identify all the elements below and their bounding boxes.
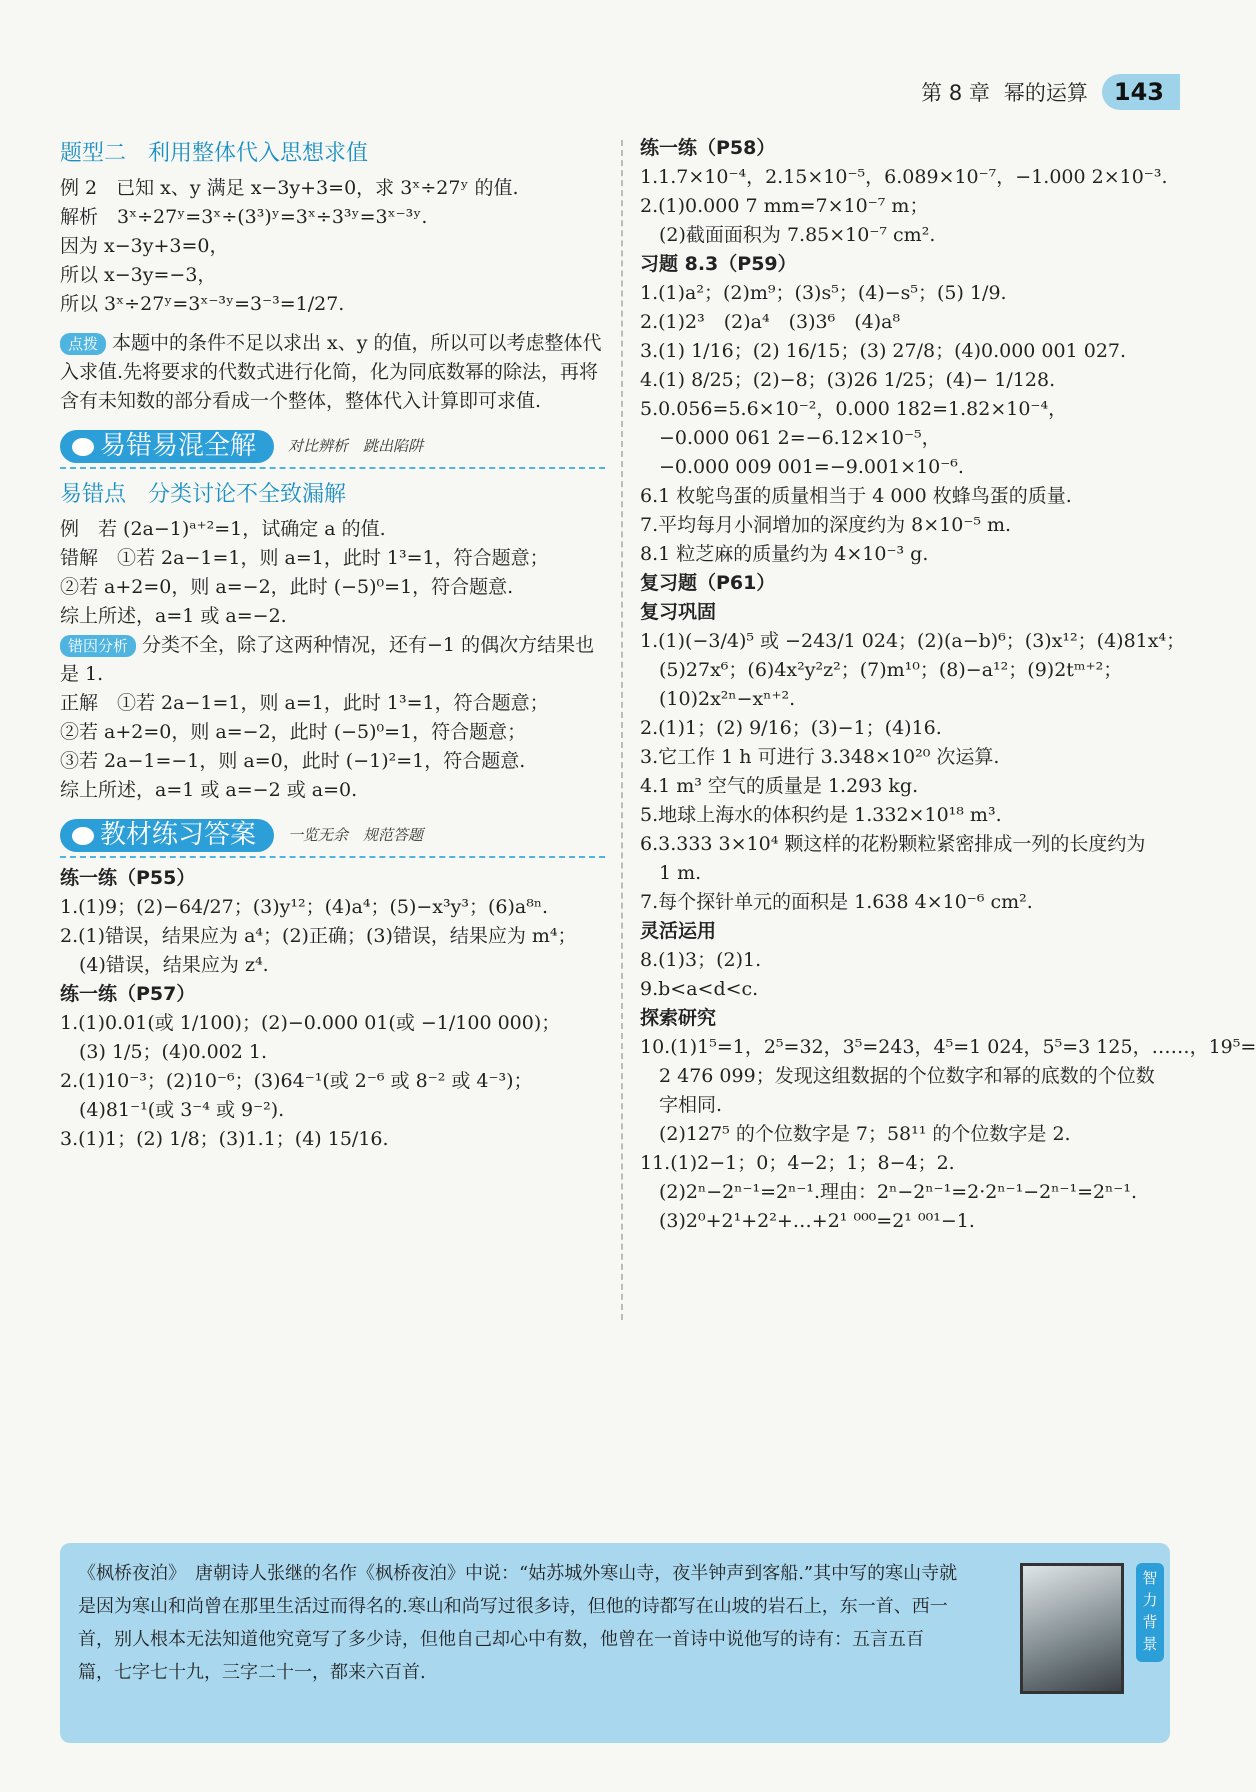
error-line: 错解 ①若 2a−1=1，则 a=1，此时 1³=1，符合题意； (60, 547, 549, 569)
answer-line: 8.1 粒芝麻的质量约为 4×10⁻³ g. (640, 543, 929, 565)
answer-line: 2.(1)2³ (2)a⁴ (3)3⁶ (4)a⁸ (640, 311, 901, 333)
page-header (921, 70, 1180, 114)
p58-heading: 练一练（P58） (640, 137, 776, 159)
answer-line: (5)27x⁶；(6)4x²y²z²；(7)m¹⁰；(8)−a¹²；(9)2tᵐ⁺²； (640, 659, 1123, 681)
answer-line: 7.平均每月小洞增加的深度约为 8×10⁻⁵ m. (640, 514, 1012, 536)
error-line: 综上所述，a=1 或 a=−2. (60, 605, 287, 627)
review-subheading: 复习巩固 (640, 601, 717, 623)
answer-line: 1.(1)a²；(2)m⁹；(3)s⁵；(4)−s⁵；(5) 1/9. (640, 282, 1007, 304)
answer-line: −0.000 061 2=−6.12×10⁻⁵， (640, 427, 941, 449)
column-divider (621, 140, 623, 1320)
footer-text: 《枫桥夜泊》 唐朝诗人张继的名作《枫桥夜泊》中说：“姑苏城外寒山寺，夜半钟声到客船.”其中写的寒山寺就是因为寒山和尚曾在那里生活过而得名的.寒山和尚写过很多诗，但他的诗都写在山坡的岩石上，东一首、西一首，别人根本无法知道他究竟写了多少诗，但他自己却心中有数，他曾在一首诗中说他写的诗有：五言五百篇，七字七十九，三字二十一，都来六百首. (78, 1563, 958, 1683)
answer-line: 5.地球上海水的体积约是 1.332×10¹⁸ m³. (640, 804, 1002, 826)
chapter-label: 第 8 章 (921, 81, 990, 105)
example2-line: 所以 x−3y=−3， (60, 264, 217, 286)
answer-line: (10)2x²ⁿ−xⁿ⁺². (640, 688, 796, 710)
example2-line: 所以 3ˣ÷27ʸ=3ˣ⁻³ʸ=3⁻³=1/27. (60, 293, 345, 315)
answer-line: 字相同. (640, 1094, 723, 1116)
answer-line: (2)2ⁿ−2ⁿ⁻¹=2ⁿ⁻¹.理由：2ⁿ−2ⁿ⁻¹=2·2ⁿ⁻¹−2ⁿ⁻¹=2ⁿ⁻¹. (640, 1181, 1137, 1203)
answer-line: 1.(1)9；(2)−64/27；(3)y¹²；(4)a⁴；(5)−x³y³；(6)a⁸ⁿ. (60, 896, 549, 918)
tip-text: 本题中的条件不足以求出 x、y 的值，所以可以考虑整体代入求值.先将要求的代数式进行化简，化为同底数幂的除法，再将含有未知数的部分看成一个整体，整体代入计算即可求值. (60, 332, 602, 412)
answer-line: 1 m. (640, 862, 702, 884)
answer-line: (3) 1/5；(4)0.002 1. (60, 1041, 268, 1063)
answer-line: 9.b<a<d<c. (640, 978, 759, 1000)
left-column (60, 134, 605, 1154)
answer-line: (3)2⁰+2¹+2²+…+2¹ ⁰⁰⁰=2¹ ⁰⁰¹−1. (640, 1210, 975, 1232)
example2-line: 例 2 已知 x、y 满足 x−3y+3=0，求 3ˣ÷27ʸ 的值. (60, 177, 519, 199)
analysis-text: 分类不全，除了这两种情况，还有−1 的偶次方结果也是 1. (60, 634, 595, 685)
answer-line: 1.(1)0.01(或 1/100)；(2)−0.000 01(或 −1/100 000)； (60, 1012, 561, 1034)
answer-line: 7.每个探针单元的面积是 1.638 4×10⁻⁶ cm². (640, 891, 1033, 913)
answer-line: 6.1 枚鸵鸟蛋的质量相当于 4 000 枚蜂鸟蛋的质量. (640, 485, 1072, 507)
exercise-8-3-heading: 习题 8.3（P59） (640, 253, 797, 275)
error-analysis (60, 631, 605, 689)
megaphone-icon (72, 438, 94, 456)
review-subheading: 灵活运用 (640, 920, 717, 942)
answer-line: 10.(1)1⁵=1，2⁵=32，3⁵=243，4⁵=1 024，5⁵=3 125，……，19⁵= (640, 1036, 1256, 1058)
answer-line: 1.(1)(−3/4)⁵ 或 −243/1 024；(2)(a−b)⁶；(3)x¹²；(4)81x⁴； (640, 630, 1186, 652)
answer-line: 4.(1) 8/25；(2)−8；(3)26 1/25；(4)− 1/128. (640, 369, 1056, 391)
answer-line: 2 476 099；发现这组数据的个位数字和幂的底数的个位数 (640, 1065, 1155, 1087)
megaphone-icon (72, 827, 94, 845)
band-title: 教材练习答案 (60, 819, 274, 852)
p55-heading: 练一练（P55） (60, 867, 196, 889)
correct-line: 正解 ①若 2a−1=1，则 a=1，此时 1³=1，符合题意； (60, 692, 549, 714)
example2-line: 解析 3ˣ÷27ʸ=3ˣ÷(3³)ʸ=3ˣ÷3³ʸ=3ˣ⁻³ʸ. (60, 206, 428, 228)
chapter-title: 幂的运算 (1003, 81, 1088, 105)
answer-line: 6.3.333 3×10⁴ 颗这样的花粉颗粒紧密排成一列的长度约为 (640, 833, 1146, 855)
error-line: 例 若 (2a−1)ᵃ⁺²=1，试确定 a 的值. (60, 518, 386, 540)
review-heading: 复习题（P61） (640, 572, 776, 594)
tip-paragraph (60, 329, 605, 416)
band-title: 易错易混全解 (60, 430, 274, 463)
answer-line: (4)错误，结果应为 z⁴. (60, 954, 269, 976)
answer-line: 4.1 m³ 空气的质量是 1.293 kg. (640, 775, 919, 797)
answer-line: 2.(1)10⁻³；(2)10⁻⁶；(3)64⁻¹(或 2⁻⁶ 或 8⁻² 或 4⁻³)； (60, 1070, 533, 1092)
band-subtitle: 一览无余 规范答题 (288, 826, 424, 844)
background-knowledge-box (60, 1543, 1170, 1743)
answer-line: (4)81⁻¹(或 3⁻⁴ 或 9⁻²). (60, 1099, 285, 1121)
error-point-title: 易错点 分类讨论不全致漏解 (60, 482, 347, 507)
error-line: ②若 a+2=0，则 a=−2，此时 (−5)⁰=1，符合题意. (60, 576, 514, 598)
p57-heading: 练一练（P57） (60, 983, 196, 1005)
section-band-errors (60, 430, 605, 469)
answer-line: 2.(1)错误，结果应为 a⁴；(2)正确；(3)错误，结果应为 m⁴； (60, 925, 577, 947)
correct-line: ②若 a+2=0，则 a=−2，此时 (−5)⁰=1，符合题意； (60, 721, 527, 743)
answer-line: 5.0.056=5.6×10⁻²，0.000 182=1.82×10⁻⁴， (640, 398, 1068, 420)
analysis-tag: 错因分析 (60, 635, 136, 657)
answer-line: (2)截面面积为 7.85×10⁻⁷ cm². (640, 224, 936, 246)
temple-landscape-image (1020, 1563, 1124, 1694)
correct-line: 综上所述，a=1 或 a=−2 或 a=0. (60, 779, 358, 801)
example2-line: 因为 x−3y+3=0， (60, 235, 229, 257)
answer-line: 2.(1)1；(2) 9/16；(3)−1；(4)16. (640, 717, 942, 739)
answer-line: 11.(1)2−1；0；4−2；1；8−4；2. (640, 1152, 955, 1174)
review-subheading: 探索研究 (640, 1007, 717, 1029)
band-subtitle: 对比辨析 跳出陷阱 (288, 437, 424, 455)
answer-line: (2)127⁵ 的个位数字是 7；58¹¹ 的个位数字是 2. (640, 1123, 1071, 1145)
page-number: 143 (1102, 74, 1180, 110)
correct-line: ③若 2a−1=−1，则 a=0，此时 (−1)²=1，符合题意. (60, 750, 526, 772)
right-column (640, 134, 1256, 1236)
answer-line: −0.000 009 001=−9.001×10⁻⁶. (640, 456, 964, 478)
answer-line: 3.(1) 1/16；(2) 16/15；(3) 27/8；(4)0.000 001 027. (640, 340, 1127, 362)
answer-line: 8.(1)3；(2)1. (640, 949, 762, 971)
answer-line: 3.(1)1；(2) 1/8；(3)1.1；(4) 15/16. (60, 1128, 389, 1150)
answer-line: 2.(1)0.000 7 mm=7×10⁻⁷ m； (640, 195, 929, 217)
footer-side-tag: 智力背景 (1136, 1563, 1164, 1662)
section-title-type2: 题型二 利用整体代入思想求值 (60, 141, 369, 166)
section-band-answers (60, 819, 605, 858)
answer-line: 3.它工作 1 h 可进行 3.348×10²⁰ 次运算. (640, 746, 1000, 768)
tip-tag: 点拨 (60, 333, 106, 355)
answer-line: 1.1.7×10⁻⁴，2.15×10⁻⁵，6.089×10⁻⁷，−1.000 2×10⁻³. (640, 166, 1168, 188)
